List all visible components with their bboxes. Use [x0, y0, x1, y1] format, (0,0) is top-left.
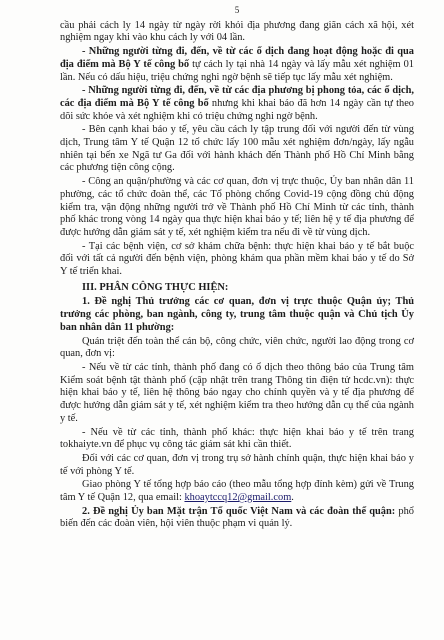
paragraph-lockdown-visitors-rest: nhưng khi khai báo đã hơn 14 ngày cần tự theo dõi sức khỏe và xét nghiệm khi có triệu chứng nghi ngờ bệnh. [60, 97, 415, 122]
paragraph-outbreak-visitors-rest: tự cách ly tại nhà 14 ngày và lấy mẫu xét nghiệm 01 lần. Nếu có dấu hiệu, triệu chứng nghi ngờ bệnh sẽ tiếp tục lấy mẫu xét nghiệm. [60, 58, 414, 83]
paragraph-sampling: - Bên cạnh khai báo y tế, yêu cầu cách ly tập trung đối với người đến từ vùng dịch, Trung tâm Y tế Quận 12 tổ chức lấy 100 mẫu xét nghiệm đơn/ngày, lấy ngẫu nhiên tại bến xe Ngã tư Ga đối với hành khách đến Thành phố Hồ Chí Minh bằng các phương tiện công cộng. [60, 124, 414, 174]
page-number: 5 [234, 5, 240, 15]
paragraph-other-provinces: - Nếu về từ các tỉnh, thành phố khác: thực hiện khai báo y tế trên trang tokhaiyte.vn để phục vụ công tác giám sát khi cần thiết. [60, 426, 414, 451]
paragraph-assignment-1: 1. Đề nghị Thủ trưởng các cơ quan, đơn vị trực thuộc Quận ủy; Thủ trưởng các phòng, ban ngành, công ty, trung tâm thuộc quận và Chủ tịch Ủy ban nhân dân 11 phường: [60, 296, 414, 333]
paragraph-lockdown-visitors-bold: - Những người từng đi, đến, về từ các địa phương bị phong tỏa, các ổ dịch, các địa điểm mà Bộ Y tế công bố [60, 85, 414, 109]
paragraph-outbreak-provinces: - Nếu về từ các tỉnh, thành phố đang có ổ dịch theo thông báo của Trung tâm Kiểm soát bệnh tật thành phố (cập nhật trên trang Thông tin điện tử hcdc.vn): thực hiện khai báo y tế, liên hệ thông báo ngay cho chính quyền và y tế địa phương để được hướng dẫn giám sát y tế, xét nghiệm kiểm tra theo hướng dẫn cụ thể của ngành y tế. [60, 361, 414, 424]
paragraph-hospitals: - Tại các bệnh viện, cơ sở khám chữa bệnh: thực hiện khai báo y tế bắt buộc đối với tất cả người đến bệnh viện, phòng khám qua phần mềm khai báo y tế do Sở Y tế triển khai. [60, 240, 414, 278]
report-text: Giao phòng Y tế tổng hợp báo cáo (theo mẫu tổng hợp đính kèm) gửi về Trung tâm Y tế Quận 12, qua email: [60, 479, 414, 504]
section-heading: III. PHÂN CÔNG THỰC HIỆN: [82, 281, 229, 293]
paragraph-assignment-2-bold: 2. Đề nghị Ủy ban Mặt trận Tổ quốc Việt Nam và các đoàn thể quận: [82, 505, 396, 517]
paragraph-report [60, 479, 414, 504]
paragraph-assignment-2 [60, 506, 414, 531]
paragraph-assignment-2-rest: phổ biến đến các đoàn viên, hội viên thuộc phạm vi quản lý. [60, 505, 414, 530]
paragraph-lockdown-visitors [60, 85, 414, 123]
paragraph-police-checks: - Công an quận/phường và các cơ quan, đơn vị trực thuộc, Ủy ban nhân dân 11 phường, các tổ chức đoàn thể, các Tổ phòng chống Covid-19 cộng đồng chủ động kiểm tra, vận động những người trở về Thành phố Hồ Chí Minh từ các tỉnh, thành phố khác trong vòng 14 ngày qua thực hiện khai báo y tế; liên hệ y tế địa phương để được hướng dẫn giám sát y tế, xét nghiệm kiểm tra nếu đi về từ vùng dịch. [60, 176, 414, 238]
paragraph-instruction: Quán triệt đến toàn thể cán bộ, công chức, viên chức, người lao động trong cơ quan, đơn vị: [60, 335, 414, 360]
paragraph-quarantine-text: cầu phải cách ly 14 ngày từ ngày rời khỏi địa phương đang giãn cách xã hội, xét nghiệm ngay khi vào khu cách ly với 04 lần. [60, 19, 414, 44]
paragraph-outbreak-visitors-bold: - Những người từng đi, đến, về từ các ổ dịch đang hoạt động hoặc đi qua địa điểm mà Bộ Y tế công bố [60, 46, 414, 70]
paragraph-agencies: Đối với các cơ quan, đơn vị trong trụ sở hành chính quận, thực hiện khai báo y tế với phòng Y tế. [60, 452, 414, 477]
report-end: . [291, 492, 294, 504]
email-link[interactable]: khoaytccq12@gmail.com [184, 492, 292, 504]
paragraph-outbreak-visitors [60, 46, 414, 84]
